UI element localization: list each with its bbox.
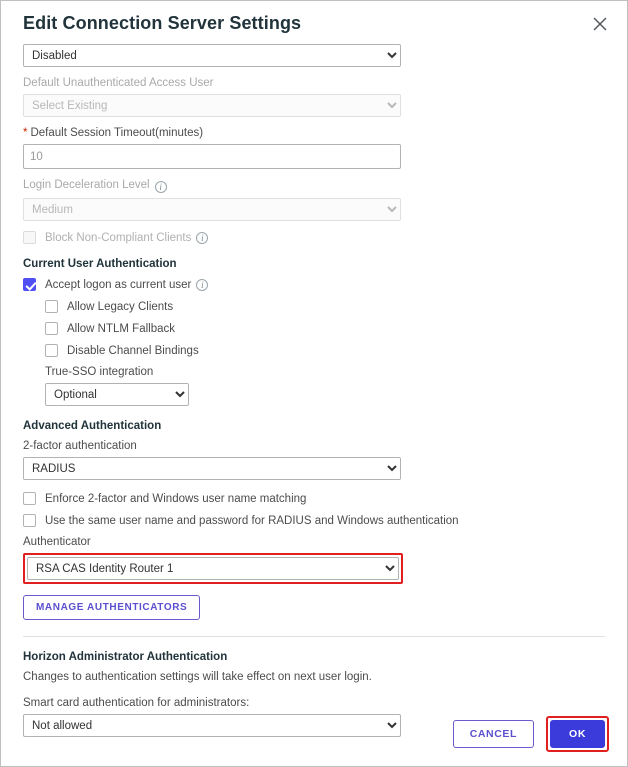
login-deceleration-field bbox=[23, 179, 605, 221]
page-title: Edit Connection Server Settings bbox=[23, 13, 302, 33]
unauthenticated-access-user-field bbox=[23, 77, 605, 117]
smart-card-authentication-label: Smart card authentication for administrators: bbox=[23, 697, 250, 709]
accept-logon-as-current-user-label: Accept logon as current user bbox=[45, 278, 192, 291]
manage-authenticators-button[interactable]: MANAGE AUTHENTICATORS bbox=[23, 595, 200, 620]
same-username-password-label: Use the same user name and password for RADIUS and Windows authentication bbox=[45, 514, 459, 527]
smart-card-authentication-select[interactable] bbox=[23, 714, 401, 737]
info-icon[interactable]: i bbox=[155, 181, 167, 193]
current-user-authentication-title: Current User Authentication bbox=[23, 258, 177, 270]
same-username-password-checkbox[interactable] bbox=[23, 514, 36, 527]
enforce-two-factor-label: Enforce 2-factor and Windows user name matching bbox=[45, 492, 307, 505]
top-select-field bbox=[23, 44, 605, 67]
info-icon[interactable]: i bbox=[196, 232, 208, 244]
authentication-change-note: Changes to authentication settings will take effect on next user login. bbox=[23, 671, 372, 683]
allow-ntlm-fallback-checkbox[interactable] bbox=[45, 322, 58, 335]
disable-channel-bindings-row[interactable] bbox=[45, 344, 605, 357]
unauthenticated-access-user-select bbox=[23, 94, 401, 117]
authenticator-select[interactable] bbox=[27, 557, 399, 580]
dialog-footer bbox=[453, 716, 609, 752]
session-timeout-label-text: Default Session Timeout(minutes) bbox=[30, 127, 204, 139]
disable-channel-bindings-label: Disable Channel Bindings bbox=[67, 344, 199, 357]
block-non-compliant-clients-checkbox bbox=[23, 231, 36, 244]
info-icon[interactable]: i bbox=[196, 279, 208, 291]
block-non-compliant-clients-label: Block Non-Compliant Clients bbox=[45, 231, 192, 244]
login-deceleration-label-text: Login Deceleration Level bbox=[23, 179, 150, 191]
ok-button[interactable]: OK bbox=[550, 720, 605, 748]
session-timeout-field bbox=[23, 127, 605, 169]
advanced-authentication-title: Advanced Authentication bbox=[23, 420, 162, 432]
close-icon[interactable] bbox=[591, 15, 609, 33]
login-deceleration-select bbox=[23, 198, 401, 221]
true-sso-integration-label: True-SSO integration bbox=[45, 366, 154, 378]
two-factor-authentication-select[interactable] bbox=[23, 457, 401, 480]
true-sso-integration-field bbox=[45, 366, 605, 406]
allow-legacy-clients-label: Allow Legacy Clients bbox=[67, 300, 174, 313]
accept-logon-as-current-user-checkbox[interactable] bbox=[23, 278, 36, 291]
disable-channel-bindings-checkbox[interactable] bbox=[45, 344, 58, 357]
true-sso-integration-select[interactable] bbox=[45, 383, 189, 406]
two-factor-authentication-label: 2-factor authentication bbox=[23, 440, 137, 452]
session-timeout-label bbox=[23, 127, 605, 139]
enforce-two-factor-row[interactable] bbox=[23, 492, 605, 505]
two-factor-authentication-field bbox=[23, 440, 605, 480]
allow-ntlm-fallback-row[interactable] bbox=[45, 322, 605, 335]
unauthenticated-access-user-label: Default Unauthenticated Access User bbox=[23, 77, 214, 89]
enforce-two-factor-checkbox[interactable] bbox=[23, 492, 36, 505]
dialog-title-bar bbox=[1, 1, 627, 44]
authenticator-field bbox=[23, 536, 605, 584]
dialog-body bbox=[1, 44, 627, 737]
login-deceleration-label bbox=[23, 179, 605, 193]
manage-authenticators-row bbox=[23, 595, 605, 620]
allow-legacy-clients-checkbox[interactable] bbox=[45, 300, 58, 313]
top-select[interactable] bbox=[23, 44, 401, 67]
allow-ntlm-fallback-label: Allow NTLM Fallback bbox=[67, 322, 175, 335]
ok-button-highlight bbox=[546, 716, 609, 752]
authenticator-highlight bbox=[23, 553, 403, 584]
same-username-password-row[interactable] bbox=[23, 514, 605, 527]
accept-logon-as-current-user-row[interactable] bbox=[23, 278, 605, 291]
allow-legacy-clients-row[interactable] bbox=[45, 300, 605, 313]
section-divider bbox=[23, 636, 605, 637]
session-timeout-input[interactable] bbox=[23, 144, 401, 169]
required-asterisk: * bbox=[23, 127, 28, 139]
block-non-compliant-clients-row bbox=[23, 231, 605, 244]
authenticator-label: Authenticator bbox=[23, 536, 91, 548]
horizon-administrator-authentication-title: Horizon Administrator Authentication bbox=[23, 651, 228, 663]
cancel-button[interactable]: CANCEL bbox=[453, 720, 534, 748]
